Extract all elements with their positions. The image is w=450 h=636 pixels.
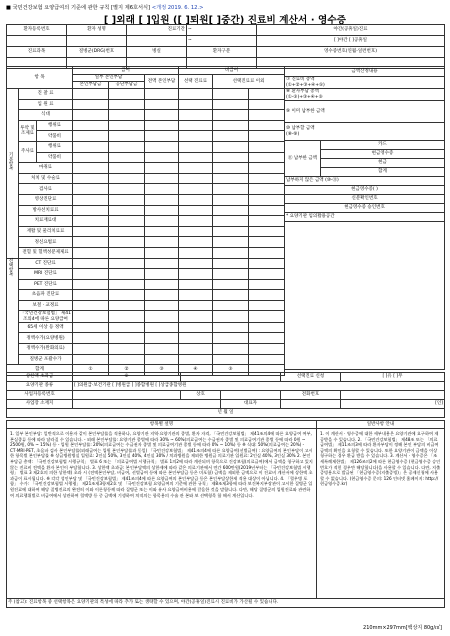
item-label: 치료재료대	[19, 216, 73, 227]
item-value-cell[interactable]	[179, 311, 213, 322]
item-value-cell[interactable]	[109, 237, 145, 248]
item-value-cell[interactable]	[179, 344, 213, 355]
col-header-self-pay: 일부 본인부담	[73, 75, 145, 82]
item-value-cell[interactable]	[73, 194, 109, 205]
item-value-cell[interactable]	[73, 290, 109, 301]
page-title: [ ]외래 [ ]입원 ([ ]퇴원[ ]중간) 진료비 계산서 · 영수증	[103, 15, 347, 26]
item-value-cell[interactable]	[179, 322, 213, 333]
item-value-cell[interactable]	[73, 279, 109, 290]
item-value-cell[interactable]	[145, 333, 179, 344]
pay-amount-label: ⑩ 납부할 금액 (⑧-⑨)	[285, 123, 445, 141]
item-value-cell[interactable]	[73, 269, 109, 280]
item-value-cell[interactable]	[145, 354, 179, 365]
item-label: 처치 및 수술료	[19, 173, 73, 184]
item-row	[7, 322, 285, 333]
ceiling-mark: ⑥	[73, 373, 181, 382]
item-value-cell[interactable]	[109, 258, 145, 269]
item-value-cell[interactable]	[213, 99, 249, 110]
memo-space[interactable]	[285, 222, 445, 370]
item-value-cell[interactable]	[145, 205, 179, 216]
item-value-cell[interactable]	[179, 173, 213, 184]
item-label: 검사료	[19, 184, 73, 195]
item-value-cell[interactable]	[179, 141, 213, 152]
item-value-cell[interactable]	[109, 89, 145, 100]
item-value-cell[interactable]	[213, 354, 249, 365]
col-header-patient-share: 본인부담금	[73, 82, 109, 89]
item-value-cell[interactable]	[145, 141, 179, 152]
item-value-cell[interactable]	[213, 311, 249, 322]
item-value-cell[interactable]	[73, 141, 109, 152]
item-label: PET 진단료	[19, 279, 73, 290]
item-value-cell[interactable]	[145, 322, 179, 333]
regulation-prefix: ■ 국민건강보험 요양급여의 기준에 관한 규칙 [별지 제6호서식]	[6, 5, 151, 11]
item-value-cell[interactable]	[213, 279, 249, 290]
item-label: 식대	[19, 110, 73, 121]
item-row	[7, 131, 285, 142]
item-value-cell[interactable]: ⑤	[213, 365, 249, 376]
item-value-cell[interactable]	[179, 354, 213, 365]
item-value-cell[interactable]	[179, 269, 213, 280]
cash-receipt-row[interactable]: 현금영수증( )	[285, 186, 445, 195]
item-value-cell[interactable]	[145, 290, 179, 301]
item-row	[7, 344, 285, 355]
item-value-cell[interactable]	[145, 247, 179, 258]
item-value-cell[interactable]	[73, 333, 109, 344]
item-label: 질병군 포괄수가	[19, 354, 73, 365]
subgroup-meds: 투약 및 조제료	[19, 120, 37, 141]
item-value-cell[interactable]	[213, 290, 249, 301]
item-row	[7, 269, 285, 280]
paid-amount-label: ⑪ 납부한 금액	[285, 141, 321, 177]
item-value-cell[interactable]	[249, 322, 285, 333]
item-row	[7, 99, 285, 110]
item-value-cell[interactable]	[145, 226, 179, 237]
category-selective: 선택항목	[8, 258, 13, 276]
name-value[interactable]	[221, 391, 281, 400]
item-label: 진 찰 료	[19, 89, 73, 100]
item-row	[7, 205, 285, 216]
item-value-cell[interactable]	[145, 237, 179, 248]
item-value-cell[interactable]	[145, 184, 179, 195]
biz-no-value[interactable]	[73, 391, 181, 400]
approval-no-label: 현금영수증 승인번호	[285, 204, 445, 213]
item-value-cell[interactable]	[249, 237, 285, 248]
notes-footnote: 주 (참고): 진료항목 중 선택항목은 요양기관의 특성에 따라 추가 또는 생략할 수 있으며, 야간(공휴일)진료시 진료비가 가산될 수 있습니다.	[7, 599, 445, 608]
item-value-cell[interactable]	[179, 279, 213, 290]
item-value-cell[interactable]	[213, 89, 249, 100]
item-value-cell[interactable]	[73, 184, 109, 195]
item-value-cell[interactable]	[109, 163, 145, 174]
item-row	[7, 279, 285, 290]
item-value-cell[interactable]	[213, 173, 249, 184]
header-label-receipt-no: 영수증번호(연월-일련번호)	[257, 47, 445, 58]
item-value-cell[interactable]	[145, 269, 179, 280]
subgroup-inject: 주사료	[19, 141, 37, 162]
item-value-cell[interactable]	[213, 120, 249, 131]
cash-receipt-label: 현금영수증	[321, 150, 445, 159]
item-value-cell[interactable]	[109, 333, 145, 344]
item-label: 영상진단료	[19, 194, 73, 205]
header-label-patient-name: 환자 성명	[67, 25, 127, 36]
item-row	[7, 141, 285, 152]
item-value-cell[interactable]	[179, 237, 213, 248]
item-value-cell[interactable]	[213, 163, 249, 174]
item-value-cell[interactable]	[179, 216, 213, 227]
address-label: 사업장 소재지	[7, 400, 73, 409]
item-value-cell[interactable]	[249, 258, 285, 269]
item-value-cell[interactable]	[145, 344, 179, 355]
item-value-cell[interactable]	[73, 205, 109, 216]
item-value-cell[interactable]	[73, 354, 109, 365]
item-value-cell[interactable]	[179, 163, 213, 174]
item-value-cell[interactable]	[109, 322, 145, 333]
patient-total-label: ⑧ 환자부담 총액 (①-⑤)+③+④+⑤	[285, 89, 445, 101]
item-value-cell[interactable]	[109, 290, 145, 301]
item-label: 65세 이상 등 정액	[19, 322, 73, 333]
item-value-cell[interactable]: ①	[73, 365, 109, 376]
col-header-selective: 선택 진료료	[179, 75, 213, 89]
notes-right-header: 일반사항 안내	[317, 421, 445, 429]
item-label: 행위료	[37, 141, 73, 152]
card-label: 카드	[321, 141, 445, 150]
items-table	[6, 66, 285, 376]
item-row	[7, 120, 285, 131]
item-value-cell[interactable]	[213, 269, 249, 280]
item-value-cell[interactable]	[73, 131, 109, 142]
header-label-period: 진료기간	[127, 25, 187, 36]
item-value-cell[interactable]	[213, 300, 249, 311]
item-row	[7, 290, 285, 301]
item-label: 정액수가(요양병원)	[19, 333, 73, 344]
item-value-cell[interactable]	[73, 173, 109, 184]
cash-label: 현금	[321, 159, 445, 168]
sum-label: 합계	[321, 168, 445, 177]
item-value-cell[interactable]	[249, 184, 285, 195]
item-row	[7, 258, 285, 269]
id-no-label: 신분확인번호	[285, 195, 445, 204]
category-basic: 기본항목	[8, 152, 13, 170]
item-value-cell[interactable]	[109, 344, 145, 355]
selective-yes-no[interactable]: [ ]유 [ ]무	[341, 373, 445, 382]
item-value-cell[interactable]	[109, 184, 145, 195]
item-value-cell[interactable]	[145, 131, 179, 142]
item-value-cell[interactable]	[179, 110, 213, 121]
item-value-cell[interactable]	[73, 152, 109, 163]
item-value-cell[interactable]	[109, 354, 145, 365]
item-value-cell[interactable]	[249, 354, 285, 365]
period-range-1: ~	[187, 25, 257, 36]
col-header-insurer-share: 공단부담금	[109, 82, 145, 89]
col-header-uncovered: 비급여	[179, 67, 285, 75]
item-value-cell[interactable]	[73, 89, 109, 100]
night-options[interactable]: [ ]야간 [ ]공휴일	[257, 36, 445, 47]
item-value-cell[interactable]	[73, 99, 109, 110]
item-value-cell[interactable]	[213, 333, 249, 344]
item-value-cell[interactable]	[249, 290, 285, 301]
item-value-cell[interactable]	[179, 333, 213, 344]
item-value-cell[interactable]	[109, 110, 145, 121]
item-value-cell[interactable]	[109, 194, 145, 205]
item-value-cell[interactable]	[73, 226, 109, 237]
item-value-cell[interactable]	[179, 184, 213, 195]
ceo-label: 대표자	[221, 400, 281, 409]
item-value-cell[interactable]	[109, 205, 145, 216]
item-value-cell[interactable]	[73, 216, 109, 227]
item-value-cell[interactable]	[249, 141, 285, 152]
item-value-cell[interactable]	[145, 173, 179, 184]
item-label: 「국민건강보험법」 제41조의4에 따른 요양급여	[20, 311, 71, 322]
amount-panel	[284, 66, 445, 370]
total-amount-label: ⑦ 진료비 총액 (①+②+③+④+⑤)	[285, 77, 445, 89]
item-value-cell[interactable]	[213, 131, 249, 142]
item-value-cell[interactable]	[179, 89, 213, 100]
item-value-cell[interactable]	[145, 279, 179, 290]
notes-table	[6, 420, 445, 608]
item-value-cell[interactable]	[145, 258, 179, 269]
item-value-cell[interactable]	[73, 237, 109, 248]
item-row	[7, 184, 285, 195]
item-label: 약품비	[37, 152, 73, 163]
item-row	[7, 110, 285, 121]
item-value-cell[interactable]	[249, 279, 285, 290]
notes-left-text: 1. 일부 본인부담: 일반적으로 이용자 같이 본인부담률을 적용하나, 요양기관 지역·요양기관의 종별, 환자 자격, 「국민건강보험법」 제41조의4에 따른 요양급여 여부, 본실종류 등에 따라 달라질 수 있습니다. - 외래 본인부담률: 요양기관 종별에 따라 30% ~ 60%(의료급여는 수급권자 종별 및 의료급여기관 종별 등에 따라 0원 ~ 2500원, 0% ~ 15%) 등 - 입원 본인부담률: 20%(의료급여는 수급권자 종별 및 의료급여기관 종별 등에 따라 0% ~ 10%) 등 ※ 식대: 50%(의료급여는 20%) - CT·MRI·PET, 초음파 검사 본인부담률(외래급여는 입원 본인부담률과 동일) 「국민건강보험법」 제41조의4에 따른 요양급여(선별급여) : 요양급여의 본인부담이 고시한 항목별 본인부담률 ※ 상급병원병실 입원료: 2인실 50%, 3인실 40%, 4인실 30% / 치과병원을 제외한 병원급 의료기관 입원료: 2인실 40%, 3인실 30% 2. 본인부담금 총액: 「국민건강보험법 시행규칙」 별표 6 또는 「의료급여법 시행규칙」 별표 1의2에 따라 계산되며 항목으로 건강보험(의료급여)에서 급액을 청구하고 있지 않는 진료비 전액을 환자 본인이 부담합니다. 3. 상한액 초과금: 본인부담액의 상한제에 따라 같은 의료기관에서 연간 600만원(2019년부터는 「국민건강보험법 시행령」 별표 3 제2호의 의한 상한액) 초과 시 (전액본인부담, 비급여, 선별급여 등에 따른 본인부담금 등은 미포함) 금액을 제외한 금액으로 이 진료비 계산서에 상한액 초과금이 표시됩니다. ※ 각각 성인부담 및 「국민건강보험법」 제41조의4에 따른 요양급여의 본인부담금 등은 본인부담상한제 적용 대상이 아닙니다. 4. 「혈우병 포함」 수가: 「국민건강보험법 시행령」 제21조제3항제2호 및 「국민건강보험 요양급여의 기준에 관한 규칙」 제8조제3항에 따라 보건복지부장관이 고시한 질병군 입원진료에 대하여 해당 질병진료의 완전히 이와 이른청등께 따라 질병군 또는 이와 유사 요양급여비용에 갈음한 것을 말합니다. 다만, 해당 질병군의 입원진료와 관련하여 의료행위별로 비급여에서 상관하여 혈액방 등 중 금액에 기생하여 치적의는 항목용의 수술 관 본와 보 선택형목 합 해서 계산입니다.	[7, 429, 317, 599]
item-value-cell[interactable]	[145, 163, 179, 174]
item-value-cell[interactable]	[249, 226, 285, 237]
selective-apply-label: 선택진료 신청	[281, 373, 341, 382]
address-value[interactable]	[73, 400, 221, 409]
item-value-cell[interactable]	[145, 152, 179, 163]
item-value-cell[interactable]	[249, 269, 285, 280]
item-value-cell[interactable]	[249, 300, 285, 311]
item-value-cell[interactable]	[145, 311, 179, 322]
item-label: 정액수가(완화의료)	[19, 344, 73, 355]
patient-name-value[interactable]	[67, 36, 127, 47]
item-value-cell[interactable]	[249, 131, 285, 142]
item-value-cell[interactable]	[145, 99, 179, 110]
item-value-cell[interactable]	[249, 99, 285, 110]
item-row	[7, 89, 285, 100]
item-label: 행위료	[37, 120, 73, 131]
item-value-cell[interactable]	[213, 322, 249, 333]
item-value-cell[interactable]: ③	[145, 365, 179, 376]
notes-right-text: 1. 이 계산서 · 영수증에 대한 세부내용은 요양기관에 요구하여 제공받을 수 있습니다. 2. 「국민건강보험법」 제48조 또는 「의료급여법」 제11조의3에 따라 환자부담이 정해 본인 부담의 비급여 금액의 확인을 요청할 수 있습니다. 또한 요양기관이 금액을 이상 청구하는 경우 환급 받을 수 있습니다. 3. 계산서 · 영수증은 「조세특례제한법」 제126조의2에 따른 현금영수증 (현금영수증 승인번호가 적힌 경우만 해당합니다)을 사용할 수 있습니다. 다만, 지출증빙용으로 발급된 「현금영수증(지출증빙)」은 공제신청에 사용할 수 없습니다. (현금영수증 문의: 126 인터넷 홈페이지: http://현금영수증.kr)	[317, 429, 445, 599]
item-value-cell[interactable]	[109, 141, 145, 152]
col-header-covered: 급여	[73, 67, 179, 75]
amount-calc-header: 금액산정내용	[285, 67, 445, 77]
col-header-non-selective: 선택진료료 이외	[213, 75, 285, 89]
item-label: 방사선치료료	[19, 205, 73, 216]
ceiling-label: 상한액 초과금	[7, 373, 73, 382]
item-label: MRI 진단료	[19, 269, 73, 280]
item-row	[7, 247, 285, 258]
item-value-cell[interactable]	[213, 344, 249, 355]
item-label: 전혈 및 혈액성분제제료	[19, 247, 73, 258]
col-header-full-self: 전액 본인부담	[145, 75, 179, 89]
item-value-cell[interactable]	[179, 131, 213, 142]
item-value-cell[interactable]	[179, 205, 213, 216]
item-value-cell[interactable]	[73, 322, 109, 333]
item-value-cell[interactable]	[249, 173, 285, 184]
item-value-cell[interactable]	[145, 89, 179, 100]
ceo-value[interactable]	[281, 400, 341, 409]
item-label: 약품비	[37, 131, 73, 142]
header-table	[6, 24, 445, 69]
item-value-cell[interactable]	[213, 205, 249, 216]
issue-date: 년 월 일	[7, 409, 445, 418]
header-label-dept: 진료과목	[7, 47, 67, 58]
item-value-cell[interactable]	[249, 120, 285, 131]
item-value-cell[interactable]	[179, 120, 213, 131]
item-rows	[7, 89, 285, 376]
item-value-cell[interactable]	[73, 247, 109, 258]
item-value-cell[interactable]	[109, 152, 145, 163]
org-type-options[interactable]: [ ]의원급·보건기관 [ ]병원급 [ ]종합병원 [ ]상급종합병원	[73, 382, 445, 391]
item-value-cell[interactable]	[109, 120, 145, 131]
item-row	[7, 152, 285, 163]
item-value-cell[interactable]	[109, 279, 145, 290]
item-value-cell[interactable]	[73, 258, 109, 269]
item-value-cell[interactable]	[213, 216, 249, 227]
item-row	[7, 354, 285, 365]
item-value-cell[interactable]	[213, 110, 249, 121]
item-label: 초음파 진단료	[19, 290, 73, 301]
item-value-cell[interactable]	[145, 300, 179, 311]
item-value-cell[interactable]: ②	[109, 365, 145, 376]
item-value-cell[interactable]	[213, 184, 249, 195]
item-value-cell[interactable]	[145, 110, 179, 121]
item-label: 보철 · 교정료	[19, 300, 73, 311]
seal-label: [인]	[341, 400, 445, 409]
item-value-cell[interactable]	[249, 216, 285, 227]
item-value-cell[interactable]	[179, 258, 213, 269]
notes-left-header: 항목별 설명	[7, 421, 317, 429]
memo-space-label: * 요양기관 임의활용공간	[285, 213, 445, 222]
header-label-patient-no: 환자등록번호	[7, 25, 67, 36]
item-value-cell[interactable]	[109, 226, 145, 237]
biz-no-label: 사업자등록번호	[7, 391, 73, 400]
item-value-cell[interactable]	[109, 99, 145, 110]
item-value-cell[interactable]	[179, 226, 213, 237]
item-value-cell[interactable]	[213, 152, 249, 163]
item-value-cell[interactable]	[73, 110, 109, 121]
item-value-cell[interactable]	[109, 131, 145, 142]
item-value-cell[interactable]	[109, 247, 145, 258]
item-value-cell[interactable]	[179, 99, 213, 110]
item-value-cell[interactable]	[145, 120, 179, 131]
item-value-cell[interactable]	[179, 290, 213, 301]
item-value-cell[interactable]	[73, 120, 109, 131]
header-label-patient-type: 환자구분	[187, 47, 257, 58]
item-value-cell[interactable]	[145, 194, 179, 205]
item-value-cell[interactable]	[249, 152, 285, 163]
item-value-cell[interactable]	[249, 247, 285, 258]
phone-label: 전화번호	[281, 391, 341, 400]
item-value-cell[interactable]	[249, 205, 285, 216]
item-value-cell[interactable]	[213, 226, 249, 237]
item-value-cell[interactable]	[213, 194, 249, 205]
item-value-cell[interactable]	[213, 247, 249, 258]
patient-no-value[interactable]	[7, 36, 67, 47]
item-label: 마취료	[19, 163, 73, 174]
item-value-cell[interactable]	[73, 344, 109, 355]
item-value-cell[interactable]	[249, 311, 285, 322]
org-type-label: 요양기관 종류	[7, 382, 73, 391]
item-value-cell[interactable]	[73, 163, 109, 174]
item-value-cell[interactable]	[249, 163, 285, 174]
item-row	[7, 226, 285, 237]
item-value-cell[interactable]	[249, 89, 285, 100]
item-row	[7, 300, 285, 311]
revision-date: <개정 2019. 6. 12.>	[151, 5, 204, 11]
item-value-cell[interactable]: ④	[179, 365, 213, 376]
item-value-cell[interactable]	[213, 141, 249, 152]
paper-size: 210mm×297mm[백상지 80g/㎡]	[363, 625, 442, 631]
header-label-drg: 질병군(DRG)번호	[67, 47, 127, 58]
item-value-cell[interactable]	[109, 173, 145, 184]
item-label: CT 진단료	[19, 258, 73, 269]
phone-value[interactable]	[341, 391, 445, 400]
header-label-room: 병실	[127, 47, 187, 58]
unpaid-label: 납부하지 않은 금액 (⑩-⑪)	[285, 177, 445, 186]
item-value-cell[interactable]	[109, 300, 145, 311]
item-label: 입 원 료	[19, 99, 73, 110]
period-range-2: ~	[187, 36, 257, 47]
item-row	[7, 216, 285, 227]
item-value-cell[interactable]	[73, 311, 109, 322]
item-value-cell[interactable]	[109, 311, 145, 322]
header-label-night: 야간(공휴일)진료	[257, 25, 445, 36]
prev-paid-label: ⑨ 이미 납부한 금액	[285, 101, 445, 123]
item-value-cell[interactable]	[179, 152, 213, 163]
item-value-cell[interactable]	[109, 269, 145, 280]
item-label: 정신요법료	[19, 237, 73, 248]
item-value-cell[interactable]	[213, 237, 249, 248]
item-value-cell[interactable]	[179, 300, 213, 311]
item-row	[7, 237, 285, 248]
item-value-cell[interactable]	[249, 344, 285, 355]
col-header-item: 항 목	[7, 67, 73, 89]
item-value-cell[interactable]	[179, 247, 213, 258]
regulation-line	[6, 4, 203, 11]
item-value-cell[interactable]	[249, 333, 285, 344]
item-value-cell[interactable]	[249, 194, 285, 205]
item-label: 재활 및 물리치료료	[19, 226, 73, 237]
name-label: 상호	[181, 391, 221, 400]
item-value-cell[interactable]	[145, 216, 179, 227]
footer-info-table	[6, 372, 445, 418]
item-row	[7, 333, 285, 344]
item-label-total: 합계	[7, 365, 73, 376]
item-value-cell[interactable]	[179, 194, 213, 205]
item-row	[7, 163, 285, 174]
item-row	[7, 173, 285, 184]
item-value-cell[interactable]	[213, 258, 249, 269]
item-value-cell[interactable]	[73, 300, 109, 311]
item-value-cell[interactable]	[249, 110, 285, 121]
item-row	[7, 194, 285, 205]
item-row	[7, 311, 285, 322]
item-value-cell[interactable]	[109, 216, 145, 227]
